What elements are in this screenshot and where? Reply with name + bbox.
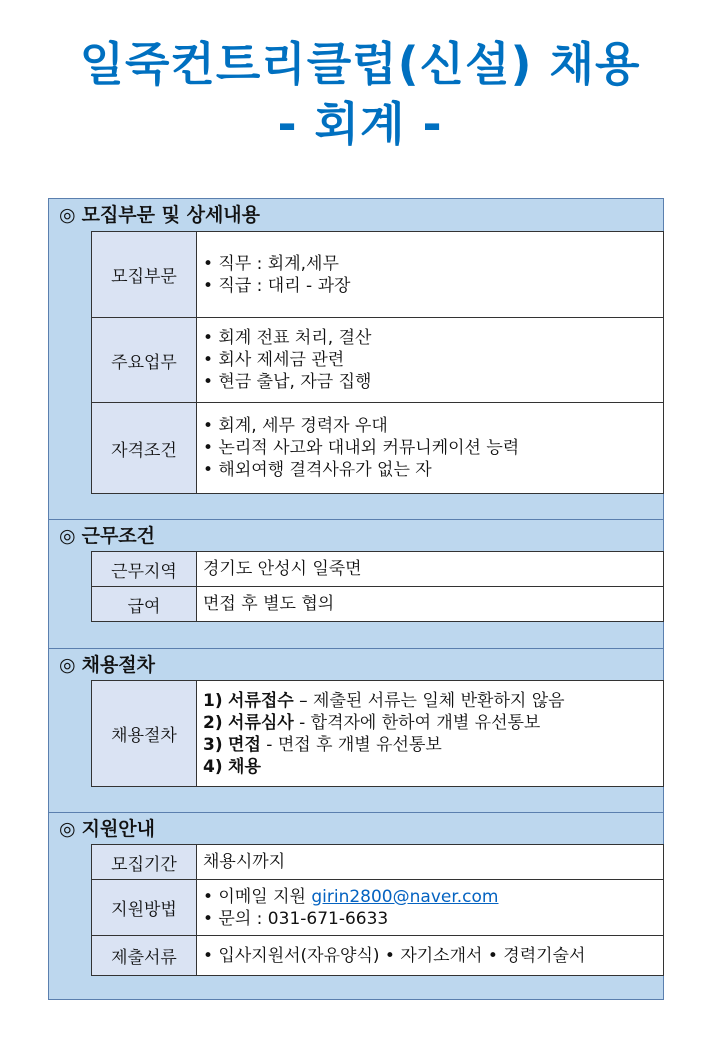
section-heading: ◎ 채용절차 [59,654,156,676]
row-label: 근무지역 [92,552,197,587]
table-row [92,552,664,587]
row-label: 모집부문 [92,232,197,318]
row-value: • 입사지원서(자유양식) • 자기소개서 • 경력기술서 [197,936,664,976]
section-working-conditions [48,519,664,649]
table-row [92,403,664,494]
section-application-guide [48,812,664,1000]
section-recruitment-details [48,198,664,520]
page-title: 일죽컨트리클럽(신설) 채용 [79,37,641,91]
row-value: 면접 후 별도 협의 [197,587,664,622]
row-value [197,681,664,787]
process-step: 2) 서류심사 - 합격자에 한하여 개별 유선통보 [203,712,541,733]
row-label: 주요업무 [92,318,197,403]
row-value: • 회계, 세무 경력자 우대 • 논리적 사고와 대내외 커뮤니케이션 능력 • 해외여행 결격사유가 없는 자 [197,403,664,494]
bullseye-icon: ◎ [59,525,76,547]
section-heading: ◎ 근무조건 [59,525,156,547]
row-value: • 직무 : 회계,세무 • 직급 : 대리 - 과장 [197,232,664,318]
table-row [92,318,664,403]
bullseye-icon: ◎ [59,204,76,226]
row-label: 제출서류 [92,936,197,976]
row-value: 경기도 안성시 일죽면 [197,552,664,587]
contact-phone: • 문의 : 031-671-6633 [203,908,389,929]
email-link[interactable]: girin2800@naver.com [311,886,499,907]
table-row [92,232,664,318]
process-step: 1) 서류접수 – 제출된 서류는 일체 반환하지 않음 [203,690,565,711]
row-label: 지원방법 [92,880,197,936]
table-row [92,880,664,936]
row-label: 급여 [92,587,197,622]
bullseye-icon: ◎ [59,818,76,840]
conditions-table [91,551,664,622]
table-row [92,936,664,976]
page-subtitle: - 회계 - [277,97,443,151]
section-hiring-process [48,648,664,813]
process-step: 4) 채용 [203,756,261,777]
application-table [91,844,664,976]
row-value: • 회계 전표 처리, 결산 • 회사 제세금 관련 • 현금 출납, 자금 집행 [197,318,664,403]
row-label: 모집기간 [92,845,197,880]
row-value: 채용시까지 [197,845,664,880]
table-row [92,681,664,787]
table-row [92,587,664,622]
process-table [91,680,664,787]
table-row [92,845,664,880]
recruitment-table [91,231,664,494]
row-label: 채용절차 [92,681,197,787]
row-value: • 이메일 지원 girin2800@naver.com • 문의 : 031-671-6633 [197,880,664,936]
process-step: 3) 면접 - 면접 후 개별 유선통보 [203,734,442,755]
section-heading: ◎ 지원안내 [59,818,156,840]
row-label: 자격조건 [92,403,197,494]
bullseye-icon: ◎ [59,654,76,676]
section-heading: ◎ 모집부문 및 상세내용 [59,204,261,226]
